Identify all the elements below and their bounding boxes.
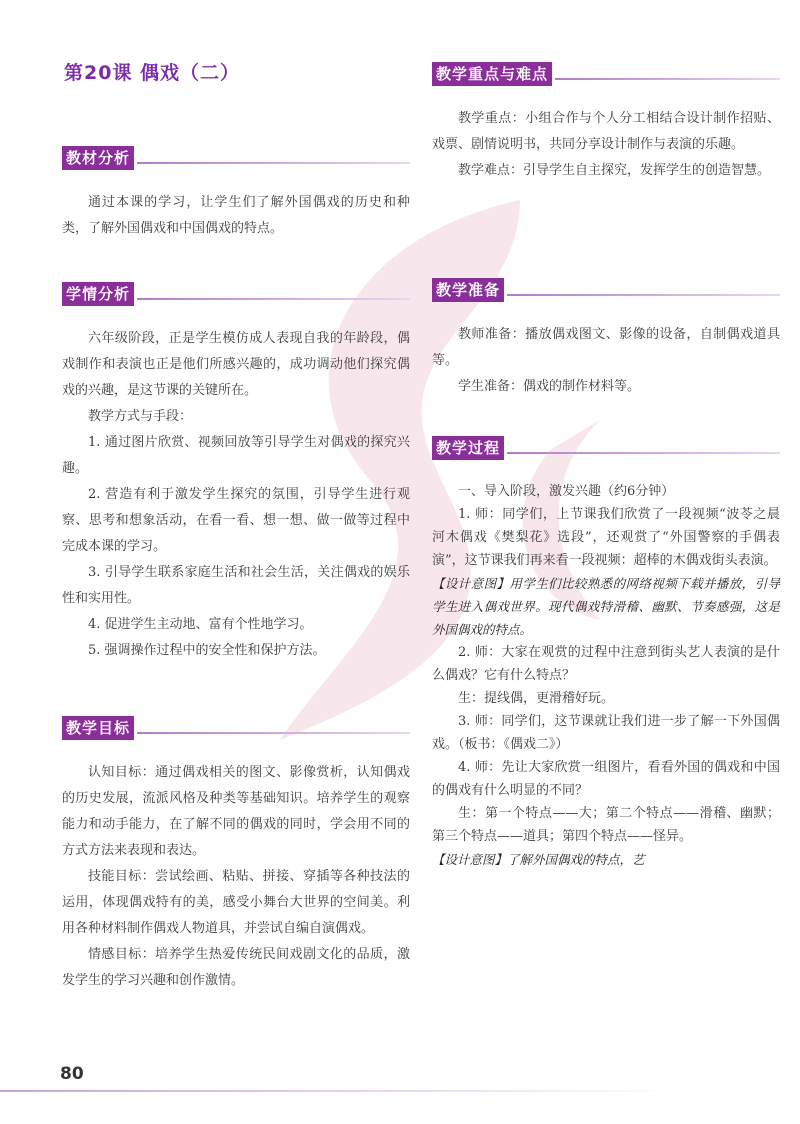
paragraph: 学生准备：偶戏的制作材料等。 — [458, 379, 641, 394]
paragraph: 教学方式与手段： — [88, 409, 193, 424]
section-teaching-goals — [62, 716, 410, 994]
paragraph: 认知目标：通过偶戏相关的图文、影像赏析，认知偶戏的历史发展，流派风格及种类等基础知识。培养学生的观察能力和动手能力，在了解不同的偶戏的同时，学会用不同的方式方法来表现和表达。 — [62, 765, 410, 858]
page-title: 第20课 偶戏（二） — [64, 62, 241, 84]
paragraph: 2. 师：大家在观赏的过程中注意到街头艺人表演的是什么偶戏？它有什么特点？ — [432, 645, 780, 683]
paragraph: 4. 师：先让大家欣赏一组图片，看看外国的偶戏和中国的偶戏有什么明显的不同？ — [432, 760, 780, 798]
section-heading: 教学目标 — [62, 716, 134, 740]
section-key-points — [432, 62, 780, 184]
paragraph: 教师准备：播放偶戏图文、影像的设备，自制偶戏道具等。 — [432, 327, 780, 368]
paragraph: 2. 营造有利于激发学生探究的氛围，引导学生进行观察、思考和想象活动，在看一看、想一想、做一做等过程中完成本课的学习。 — [62, 487, 410, 554]
heading-rule — [137, 162, 410, 164]
paragraph: 1. 通过图片欣赏、视频回放等引导学生对偶戏的探究兴趣。 — [62, 435, 410, 476]
paragraph: 生：提线偶，更滑稽好玩。 — [458, 691, 615, 706]
paragraph: 技能目标：尝试绘画、粘贴、拼接、穿插等各种技法的运用，体现偶戏特有的美，感受小舞台大世界的空间美。利用各种材料制作偶戏人物道具，并尝试自编自演偶戏。 — [62, 869, 410, 936]
heading-rule — [137, 732, 410, 734]
section-preparation — [432, 278, 780, 400]
design-intent-note: 【设计意图】用学生们比较熟悉的网络视频下载并播放，引导学生进入偶戏世界。现代偶戏特滑稽、幽默、节奏感强，这是外国偶戏的特点。 — [432, 576, 780, 637]
footer-rule — [0, 1090, 800, 1092]
section-heading: 教材分析 — [62, 146, 134, 170]
paragraph: 1. 师：同学们，上节课我们欣赏了一段视频“波苓之晨河木偶戏《樊梨花》选段”，还观赏了“外国警察的手偶表演”，这节课我们再来看一段视频：超棒的木偶戏街头表演。 — [432, 507, 780, 568]
paragraph: 3. 师：同学们，这节课就让我们进一步了解一下外国偶戏。（板书：《偶戏二》） — [432, 714, 780, 752]
section-heading: 学情分析 — [62, 282, 134, 306]
paragraph: 一、导入阶段，激发兴趣（约6分钟） — [458, 484, 675, 499]
paragraph: 生：第一个特点——大；第二个特点——滑稽、幽默；第三个特点——道具；第四个特点——怪异。 — [432, 806, 780, 844]
section-heading: 教学过程 — [432, 436, 504, 460]
section-teaching-process — [432, 436, 780, 871]
heading-rule — [555, 78, 780, 80]
page-number: 80 — [60, 1064, 84, 1084]
section-heading: 教学准备 — [432, 278, 504, 302]
section-learner-analysis — [62, 282, 410, 664]
paragraph: 情感目标：培养学生热爱传统民间戏剧文化的品质，激发学生的学习兴趣和创作激情。 — [62, 947, 410, 988]
heading-rule — [507, 452, 780, 454]
paragraph: 教学重点：小组合作与个人分工相结合设计制作招贴、戏票、剧情说明书，共同分享设计制作与表演的乐趣。 — [432, 111, 780, 152]
paragraph: 5. 强调操作过程中的安全性和保护方法。 — [88, 643, 326, 658]
section-heading: 教学重点与难点 — [432, 62, 552, 86]
heading-rule — [507, 294, 780, 296]
paragraph: 3. 引导学生联系家庭生活和社会生活，关注偶戏的娱乐性和实用性。 — [62, 565, 410, 606]
heading-rule — [137, 298, 410, 300]
paragraph: 六年级阶段，正是学生模仿成人表现自我的年龄段，偶戏制作和表演也正是他们所感兴趣的，成功调动他们探究偶戏的兴趣，是这节课的关键所在。 — [62, 331, 410, 398]
paragraph: 4. 促进学生主动地、富有个性地学习。 — [88, 617, 313, 632]
design-intent-note: 【设计意图】了解外国偶戏的特点，艺 — [432, 852, 645, 867]
section-textbook-analysis — [62, 146, 410, 242]
paragraph: 教学难点：引导学生自主探究，发挥学生的创造智慧。 — [458, 163, 771, 178]
paragraph: 通过本课的学习，让学生们了解外国偶戏的历史和种类，了解外国偶戏和中国偶戏的特点。 — [62, 195, 410, 236]
